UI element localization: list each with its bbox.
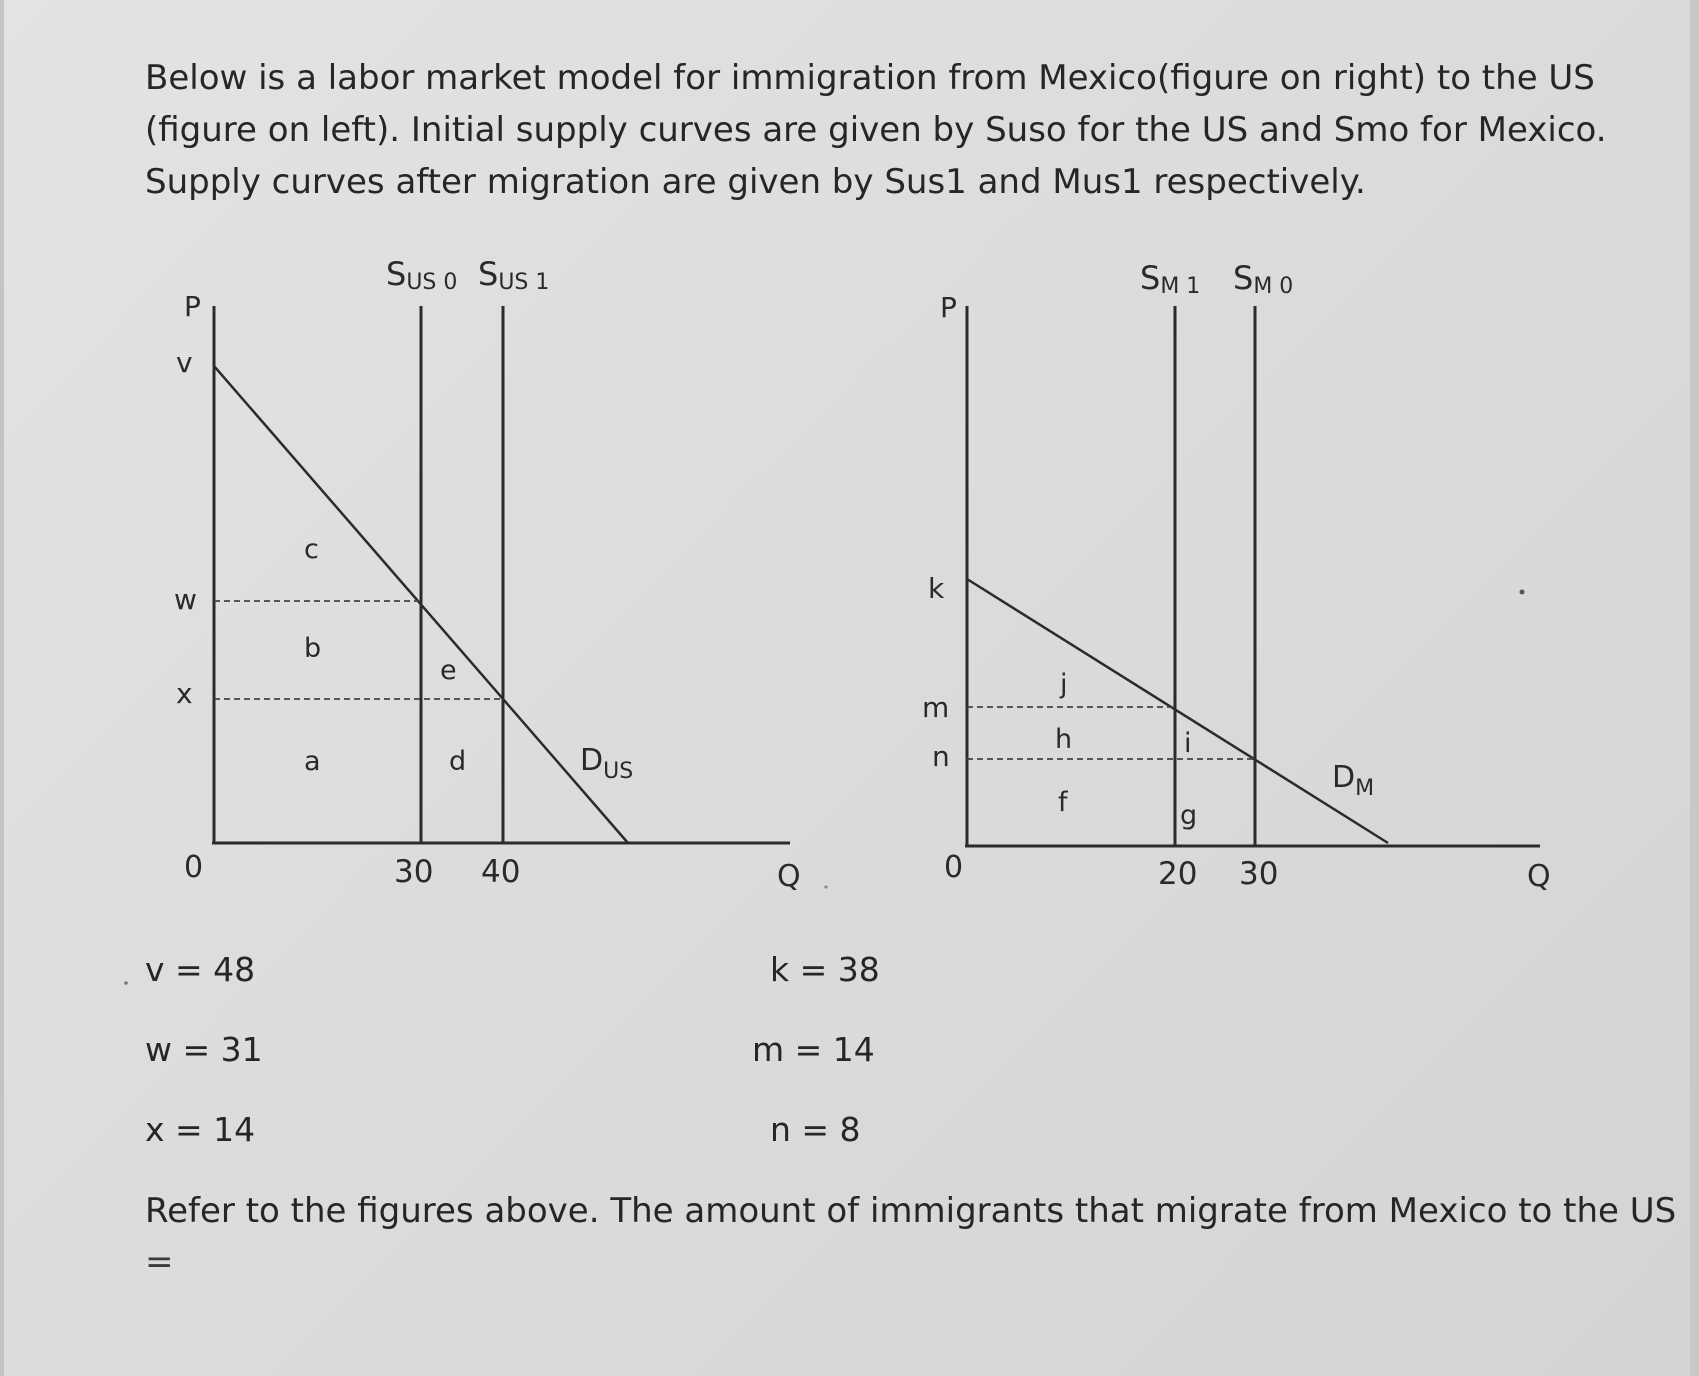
us-supply-0-subscript: US 0 bbox=[406, 270, 458, 295]
mexico-supply-0-main: S bbox=[1233, 259, 1254, 297]
question-text: Refer to the figures above. The amount of immigrants that migrate from Mexico to the US bbox=[145, 1191, 1677, 1231]
mexico-demand-subscript: M bbox=[1355, 776, 1375, 801]
us-q-axis-label: Q bbox=[777, 859, 801, 894]
us-demand-subscript: US bbox=[603, 759, 634, 784]
mexico-q-axis-label: Q bbox=[1527, 859, 1551, 894]
mexico-supply-0-label bbox=[1233, 259, 1293, 299]
us-tick-40: 40 bbox=[481, 854, 521, 890]
us-demand-main: D bbox=[580, 743, 604, 778]
us-supply-1-subscript: US 1 bbox=[498, 270, 550, 295]
mexico-area-j: j bbox=[1060, 669, 1068, 700]
mexico-demand-main: D bbox=[1332, 760, 1356, 795]
us-supply-0-label bbox=[386, 255, 457, 295]
paper-speck bbox=[824, 885, 827, 888]
paper-speck bbox=[124, 981, 128, 985]
mexico-labor-market-figure bbox=[922, 259, 1551, 894]
mexico-price-n-label: n bbox=[932, 740, 950, 773]
intro-line-3: Supply curves after migration are given by Sus1 and Mus1 respectively. bbox=[145, 162, 1366, 202]
us-tick-30: 30 bbox=[394, 854, 434, 890]
us-labor-market-figure bbox=[174, 255, 801, 894]
us-p-axis-label: P bbox=[184, 290, 201, 323]
us-price-x-label: x bbox=[176, 677, 193, 710]
mexico-area-h: h bbox=[1055, 724, 1073, 755]
mexico-tick-20: 20 bbox=[1158, 856, 1198, 892]
intro-line-2: (figure on left). Initial supply curves are given by Suso for the US and Smo for Mexico. bbox=[145, 110, 1607, 150]
us-supply-1-main: S bbox=[478, 255, 499, 293]
us-demand-label bbox=[580, 743, 633, 784]
mexico-supply-1-subscript: M 1 bbox=[1160, 274, 1201, 299]
mexico-origin-label: 0 bbox=[944, 850, 964, 885]
us-price-w-label: w bbox=[174, 583, 197, 616]
us-area-b: b bbox=[304, 633, 322, 664]
us-supply-0-main: S bbox=[386, 255, 407, 293]
mexico-price-m-label: m bbox=[922, 691, 950, 724]
us-area-d: d bbox=[449, 746, 467, 777]
given-v: v = 48 bbox=[145, 950, 256, 989]
mexico-price-k-label: k bbox=[928, 572, 945, 605]
mexico-supply-0-subscript: M 0 bbox=[1253, 274, 1294, 299]
us-supply-1-label bbox=[478, 255, 549, 295]
mexico-tick-30: 30 bbox=[1239, 856, 1279, 892]
mexico-area-f: f bbox=[1058, 787, 1068, 818]
paper-speck bbox=[1520, 590, 1525, 595]
mexico-p-axis-label: P bbox=[940, 291, 957, 324]
mexico-supply-1-label bbox=[1140, 259, 1200, 299]
given-k: k = 38 bbox=[770, 950, 880, 989]
given-x: x = 14 bbox=[145, 1110, 256, 1149]
mexico-demand-label bbox=[1332, 760, 1374, 801]
mexico-supply-1-main: S bbox=[1140, 259, 1161, 297]
mexico-area-g: g bbox=[1180, 800, 1198, 831]
mexico-area-i: i bbox=[1184, 728, 1192, 759]
given-m: m = 14 bbox=[752, 1030, 875, 1069]
us-price-v-label: v bbox=[176, 346, 193, 379]
us-origin-label: 0 bbox=[184, 850, 204, 885]
given-n: n = 8 bbox=[770, 1110, 861, 1149]
answer-equals-sign: = bbox=[145, 1242, 174, 1282]
us-area-a: a bbox=[304, 746, 321, 777]
us-area-c: c bbox=[304, 534, 319, 565]
us-area-e: e bbox=[440, 655, 457, 686]
given-w: w = 31 bbox=[145, 1030, 263, 1069]
mexico-demand-curve bbox=[967, 579, 1388, 843]
intro-line-1: Below is a labor market model for immigration from Mexico(figure on right) to the US bbox=[145, 58, 1595, 98]
